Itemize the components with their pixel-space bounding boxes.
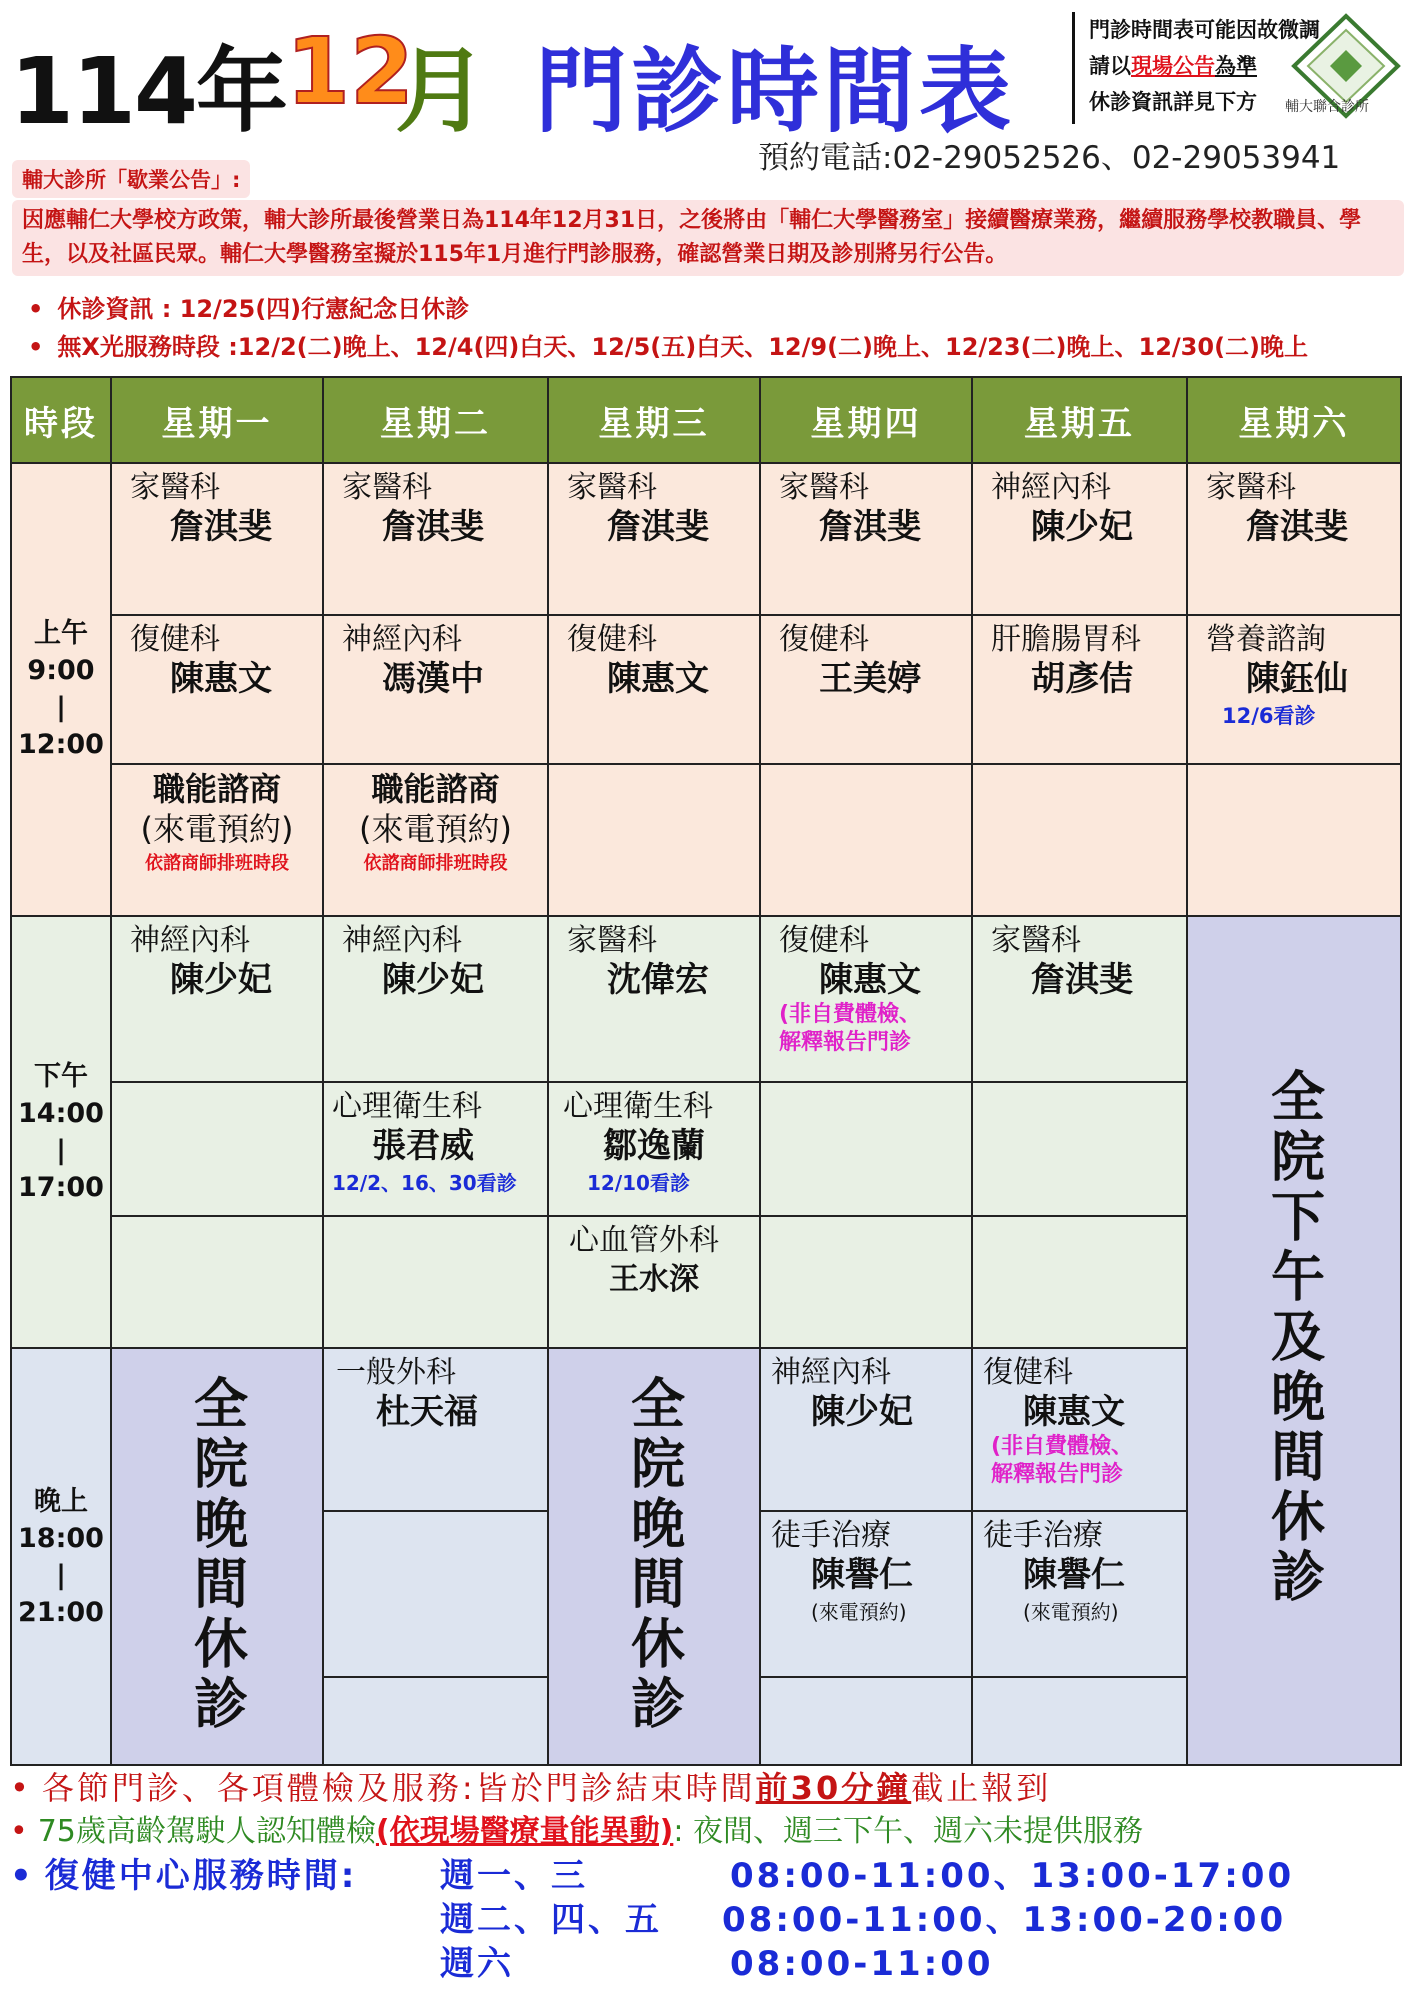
footer-line-driver-exam: • 75歲高齡駕駛人認知體檢(依現場醫療量能異動): 夜間、週三下午、週六未提供服務 <box>10 1814 1143 1849</box>
header-monday: 星期一 <box>111 377 323 463</box>
closure-info-item: • 無X光服務時段 :12/2(二)晚上、12/4(四)白天、12/5(五)白天、12/9(二)晚上、12/23(二)晚上、12/30(二)晚上 <box>28 328 1308 366</box>
clinic-note: (非自費體檢、 <box>991 1434 1134 1460</box>
doctor: 詹淇斐 <box>382 507 484 548</box>
slot-fri-am-3 <box>972 764 1187 916</box>
department: 徒手治療 <box>771 1517 891 1553</box>
slot-sat-am-1 <box>1187 463 1401 615</box>
footer-text: : 夜間、週三下午、週六未提供服務 <box>673 1814 1143 1849</box>
slot-thu-eve-2 <box>760 1511 972 1677</box>
doctor: 王美婷 <box>819 659 921 700</box>
period-start: 18:00 <box>18 1522 104 1554</box>
table-header-row <box>11 377 1401 463</box>
doctor: 詹淇斐 <box>170 507 272 548</box>
department: 家醫科 <box>342 470 432 506</box>
department: 神經內科 <box>342 622 462 658</box>
title-year: 114年 <box>10 38 287 145</box>
visit-date-note: 12/2、16、30看診 <box>332 1170 517 1195</box>
slot-sat-am-3 <box>1187 764 1401 916</box>
rehab-hours-row <box>10 1942 1410 1986</box>
doctor: 陳惠文 <box>607 659 709 700</box>
closure-info-list <box>28 290 1308 366</box>
period-start: 9:00 <box>27 655 95 687</box>
service-note: 依諮商師排班時段 <box>363 852 508 874</box>
closure-info-item: • 休診資訊 : 12/25(四)行憲紀念日休診 <box>28 290 1308 328</box>
rehab-days: 週一、三 <box>440 1856 588 1896</box>
rehab-hours-row <box>10 1898 1410 1942</box>
slot-fri-pm-3 <box>972 1216 1187 1348</box>
morning-row-3 <box>11 764 1401 916</box>
period-afternoon <box>11 916 111 1349</box>
rehab-hours-label: 復健中心服務時間: <box>44 1856 358 1896</box>
service-title: 職能諮商 <box>371 769 500 808</box>
slot-wed-pm-2 <box>548 1082 760 1216</box>
slot-wed-am-1 <box>548 463 760 615</box>
page-header <box>0 0 1414 176</box>
slot-tue-am-3 <box>323 764 548 916</box>
slot-tue-am-1 <box>323 463 548 615</box>
doctor: 詹淇斐 <box>1031 959 1133 1000</box>
slot-wed-pm-1 <box>548 916 760 1082</box>
page-title: 門診時間表 <box>535 38 1016 145</box>
clinic-note: 解釋報告門診 <box>991 1462 1124 1488</box>
slot-mon-pm-1 <box>111 916 323 1082</box>
phone-number: 預約電話:02-29052526、02-29053941 <box>758 140 1341 176</box>
notice-line-1: 門診時間表可能因故微調 <box>1089 18 1320 42</box>
department: 家醫科 <box>130 470 220 506</box>
footer-text: 75歲高齡駕駛人認知體檢 <box>37 1814 376 1849</box>
visit-date-note: 12/10看診 <box>587 1170 690 1195</box>
morning-row-2 <box>11 615 1401 763</box>
department: 神經內科 <box>771 1355 891 1391</box>
footer-notes <box>10 1766 1410 1986</box>
slot-fri-eve-2 <box>972 1511 1187 1677</box>
department: 神經內科 <box>991 470 1111 506</box>
slot-sat-am-2 <box>1187 615 1401 763</box>
slot-tue-pm-1 <box>323 916 548 1082</box>
announcement-title: 輔大診所「歇業公告」: <box>12 160 250 198</box>
logo-text: 輔大聯合診所 <box>1285 99 1369 115</box>
period-end: 12:00 <box>18 729 104 761</box>
slot-mon-pm-3 <box>111 1216 323 1348</box>
footer-text: 截止報到 <box>911 1769 1052 1807</box>
slot-thu-pm-2 <box>760 1082 972 1216</box>
slot-wed-pm-3 <box>548 1216 760 1348</box>
slot-tue-eve-3 <box>323 1677 548 1765</box>
department: 肝膽腸胃科 <box>991 622 1141 658</box>
department: 心理衛生科 <box>563 1088 713 1124</box>
service-title: 職能諮商 <box>152 769 281 808</box>
doctor: 陳譽仁 <box>811 1554 913 1595</box>
department: 復健科 <box>130 622 220 658</box>
period-name: 晚上 <box>34 1485 88 1517</box>
slot-thu-pm-1 <box>760 916 972 1082</box>
rehab-days: 週六 <box>440 1944 514 1984</box>
department: 家醫科 <box>991 922 1081 958</box>
slot-tue-pm-3 <box>323 1216 548 1348</box>
slot-thu-pm-3 <box>760 1216 972 1348</box>
header-tuesday: 星期二 <box>323 377 548 463</box>
slot-thu-am-2 <box>760 615 972 763</box>
footer-highlight: 前30分鐘 <box>755 1769 912 1807</box>
slot-tue-am-2 <box>323 615 548 763</box>
slot-tue-eve-2 <box>323 1511 548 1677</box>
closure-announcement <box>12 160 1404 278</box>
slot-fri-pm-2 <box>972 1082 1187 1216</box>
reservation-note: (來電預約) <box>811 1599 907 1624</box>
saturday-pm-evening-closed <box>1187 916 1401 1765</box>
afternoon-row-1 <box>11 916 1401 1082</box>
department: 復健科 <box>567 622 657 658</box>
department: 復健科 <box>983 1355 1073 1391</box>
title-month-char: 月 <box>395 38 488 145</box>
period-end: 17:00 <box>18 1172 104 1204</box>
slot-fri-eve-1 <box>972 1348 1187 1510</box>
doctor: 陳少妃 <box>170 959 272 1000</box>
notice-highlight: 現場公告 <box>1131 54 1215 78</box>
closed-label: 全院下午及晚間休診 <box>1262 1068 1326 1609</box>
footer-line-checkin: • 各節門診、各項體檢及服務:皆於門診結束時間前30分鐘截止報到 <box>10 1769 1052 1807</box>
slot-mon-am-3 <box>111 764 323 916</box>
rehab-times: 08:00-11:00 <box>730 1944 994 1984</box>
announcement-body: 因應輔仁大學校方政策，輔大診所最後營業日為114年12月31日，之後將由「輔仁大學醫務室」接續醫療業務，繼續服務學校教職員、學生，以及社區民眾。輔仁大學醫務室擬於115年1月進行門診服務，確認營業日期及診別將另行公告。 <box>12 200 1404 276</box>
doctor: 陳惠文 <box>170 659 272 700</box>
doctor: 杜天福 <box>376 1392 478 1433</box>
period-separator: | <box>56 1559 66 1591</box>
slot-thu-eve-1 <box>760 1348 972 1510</box>
department: 一般外科 <box>336 1355 456 1391</box>
department: 心理衛生科 <box>332 1088 482 1124</box>
doctor: 陳少妃 <box>811 1392 913 1433</box>
morning-row-1 <box>11 463 1401 615</box>
doctor: 陳少妃 <box>1031 507 1133 548</box>
doctor: 陳少妃 <box>382 959 484 1000</box>
slot-tue-pm-2 <box>323 1082 548 1216</box>
footer-highlight: (依現場醫療量能異動) <box>375 1814 674 1849</box>
period-name: 下午 <box>34 1061 88 1093</box>
header-saturday: 星期六 <box>1187 377 1401 463</box>
visit-date-note: 12/6看診 <box>1222 704 1316 729</box>
doctor: 鄒逸蘭 <box>603 1125 705 1166</box>
slot-mon-pm-2 <box>111 1082 323 1216</box>
footer-text: 各節門診、各項體檢及服務:皆於門診結束時間 <box>41 1769 756 1807</box>
monday-evening-closed <box>111 1348 323 1765</box>
slot-wed-am-2 <box>548 615 760 763</box>
doctor: 陳惠文 <box>819 959 921 1000</box>
slot-fri-eve-3 <box>972 1677 1187 1765</box>
slot-thu-eve-3 <box>760 1677 972 1765</box>
slot-mon-am-2 <box>111 615 323 763</box>
slot-fri-pm-1 <box>972 916 1187 1082</box>
doctor: 王水深 <box>609 1262 699 1298</box>
header-wednesday: 星期三 <box>548 377 760 463</box>
period-evening <box>11 1348 111 1765</box>
department: 家醫科 <box>779 470 869 506</box>
service-subtitle: (來電預約) <box>140 809 294 848</box>
notice-line-3: 休診資訊詳見下方 <box>1089 90 1257 114</box>
department: 復健科 <box>779 922 869 958</box>
title-month-number: 12 <box>286 18 415 125</box>
doctor: 陳譽仁 <box>1023 1554 1125 1595</box>
clinic-note: (非自費體檢、 <box>779 1001 922 1027</box>
header-thursday: 星期四 <box>760 377 972 463</box>
period-separator: | <box>56 1135 66 1167</box>
closed-label: 全院晚間休診 <box>185 1374 249 1735</box>
slot-fri-am-2 <box>972 615 1187 763</box>
notice-text: 請以 <box>1089 54 1131 78</box>
slot-mon-am-1 <box>111 463 323 615</box>
slot-wed-am-3 <box>548 764 760 916</box>
doctor: 詹淇斐 <box>1246 507 1348 548</box>
slot-fri-am-1 <box>972 463 1187 615</box>
doctor: 胡彥佶 <box>1031 659 1133 700</box>
reservation-note: (來電預約) <box>1023 1599 1119 1624</box>
department: 徒手治療 <box>983 1517 1103 1553</box>
department: 神經內科 <box>342 922 462 958</box>
department: 家醫科 <box>1206 470 1296 506</box>
rehab-times: 08:00-11:00、13:00-17:00 <box>730 1856 1295 1896</box>
rehab-days: 週二、四、五 <box>440 1900 662 1940</box>
doctor: 馮漢中 <box>382 659 484 700</box>
schedule-table <box>10 376 1402 1766</box>
department: 心血管外科 <box>569 1223 719 1259</box>
doctor: 張君威 <box>372 1125 474 1166</box>
slot-thu-am-3 <box>760 764 972 916</box>
department: 神經內科 <box>130 922 250 958</box>
slot-tue-eve-1 <box>323 1348 548 1510</box>
clinic-note: 解釋報告門診 <box>779 1029 912 1055</box>
rehab-hours-row: • 復健中心服務時間: 週一、三 08:00-11:00、13:00-17:00 <box>10 1856 1295 1896</box>
wednesday-evening-closed <box>548 1348 760 1765</box>
doctor: 詹淇斐 <box>819 507 921 548</box>
department: 復健科 <box>779 622 869 658</box>
department: 家醫科 <box>567 922 657 958</box>
doctor: 詹淇斐 <box>607 507 709 548</box>
doctor: 陳惠文 <box>1023 1392 1125 1433</box>
period-name: 上午 <box>34 618 88 650</box>
period-end: 21:00 <box>18 1596 104 1628</box>
department: 營養諮詢 <box>1206 622 1326 658</box>
doctor: 沈偉宏 <box>607 959 709 1000</box>
period-separator: | <box>56 692 66 724</box>
doctor: 陳鈺仙 <box>1246 659 1348 700</box>
period-start: 14:00 <box>18 1098 104 1130</box>
slot-thu-am-1 <box>760 463 972 615</box>
closed-label: 全院晚間休診 <box>622 1374 686 1735</box>
header-period: 時段 <box>11 377 111 463</box>
period-morning <box>11 463 111 916</box>
service-note: 依諮商師排班時段 <box>145 852 289 874</box>
service-subtitle: (來電預約) <box>359 809 512 848</box>
rehab-times: 08:00-11:00、13:00-20:00 <box>722 1900 1287 1940</box>
department: 家醫科 <box>567 470 657 506</box>
notice-text: 為準 <box>1215 54 1257 78</box>
header-friday: 星期五 <box>972 377 1187 463</box>
